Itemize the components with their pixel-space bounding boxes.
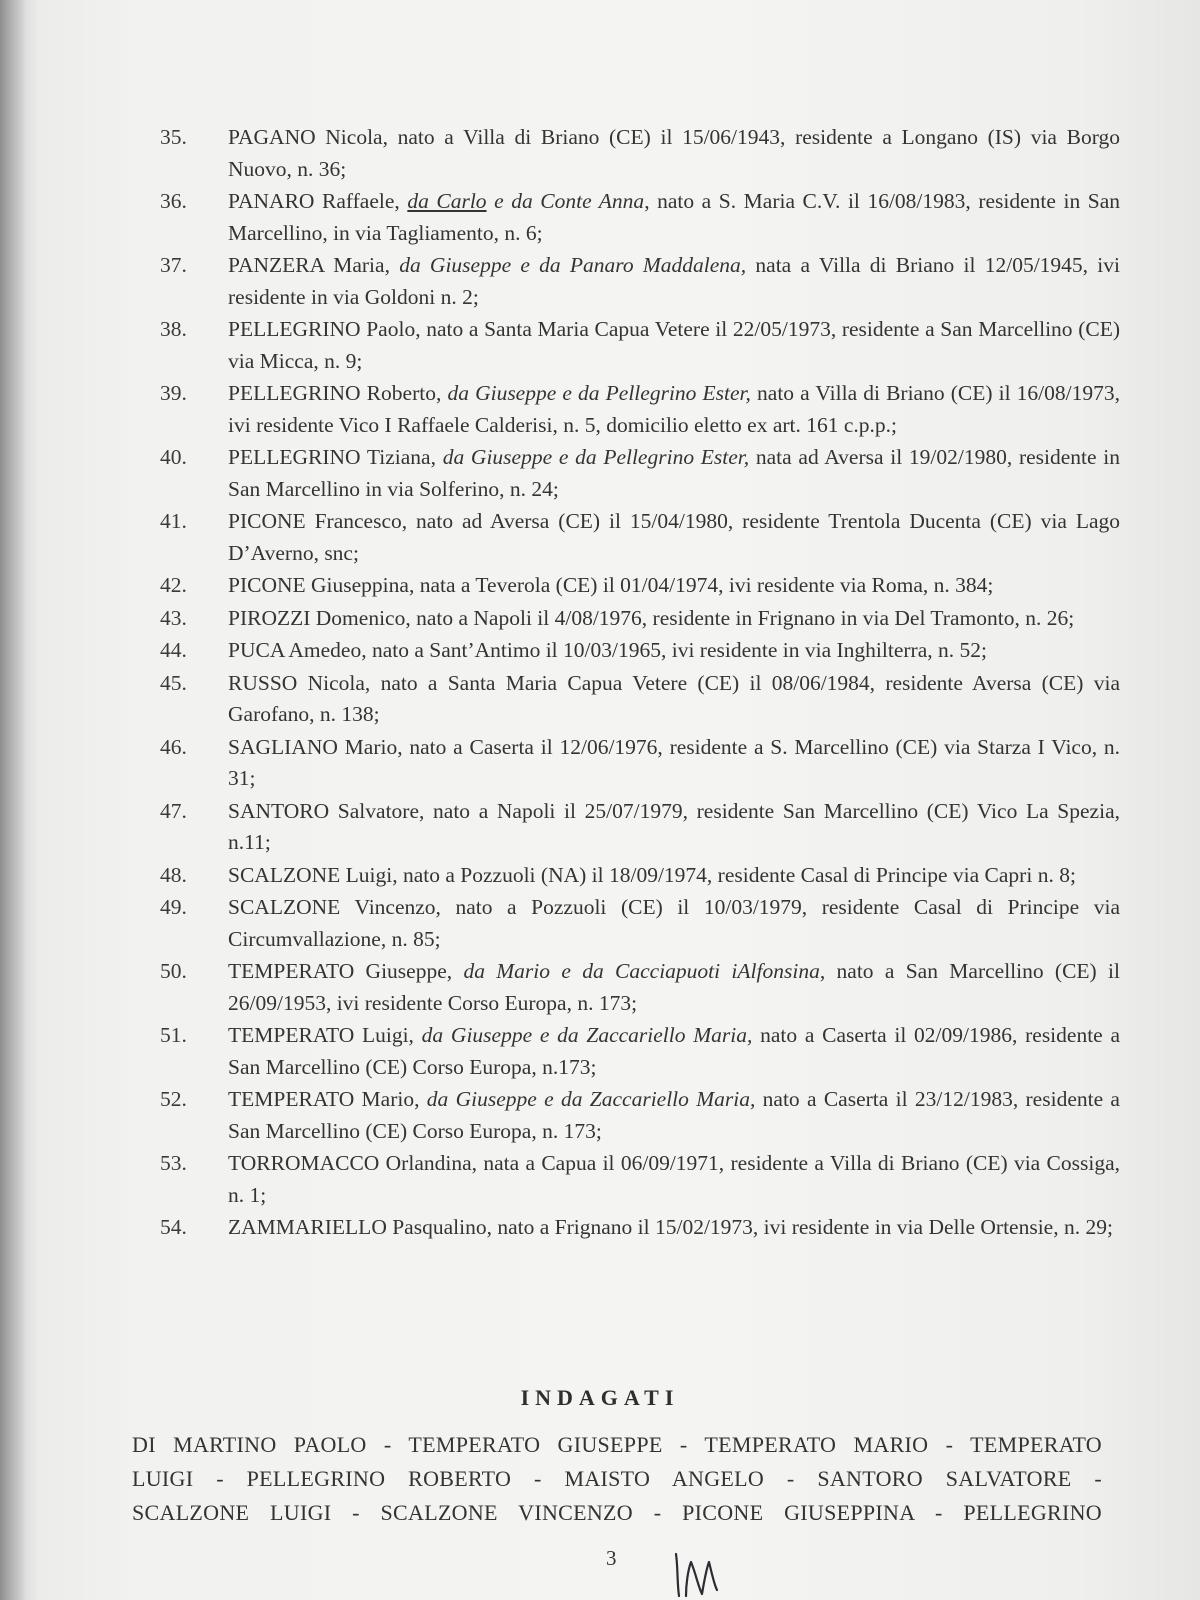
list-item xyxy=(160,506,1120,569)
list-item-text xyxy=(228,892,1120,955)
entry-text: nato a Caserta il 23/12/1983, residente a San Marcellino (CE) Corso Europa, n. 173; xyxy=(228,1087,1120,1143)
list-item-text xyxy=(228,1020,1120,1083)
list-item-text xyxy=(228,250,1120,313)
parents-names: e da Conte Anna xyxy=(494,189,645,213)
entry-text: SANTORO Salvatore, nato a Napoli il 25/07/1979, residente San Marcellino (CE) Vico La Spezia, n.11; xyxy=(228,798,1120,854)
suspects-line: DI MARTINO PAOLO - TEMPERATO GIUSEPPE - TEMPERATO MARIO - TEMPERATO xyxy=(132,1432,1102,1457)
entry-text: ZAMMARIELLO Pasqualino, nato a Frignano il 15/02/1973, ivi residente in via Delle Ortensie, n. 29; xyxy=(228,1215,1113,1239)
parents-names: da Giuseppe e da Pellegrino Ester, xyxy=(442,445,750,469)
list-item-number: 45. xyxy=(160,670,187,695)
list-item-number: 50. xyxy=(160,959,187,983)
list-item-number: 42. xyxy=(160,573,187,597)
entry-text: PICONE Giuseppina, nata a Teverola (CE) il 01/04/1974, ivi residente via Roma, n. 384; xyxy=(228,573,994,597)
list-item-text xyxy=(228,635,1120,667)
entry-text: RUSSO Nicola, nato a Santa Maria Capua Vetere (CE) il 08/06/1984, residente Aversa (CE) via Garofano, n. 138; xyxy=(228,670,1120,726)
list-item xyxy=(160,314,1120,377)
entry-text: PAGANO Nicola, nato a Villa di Briano (CE) il 15/06/1943, residente a Longano (IS) via Borgo Nuovo, n. 36; xyxy=(228,125,1120,181)
entry-text: PIROZZI Domenico, nato a Napoli il 4/08/1976, residente in Frignano in via Del Tramonto, n. 26; xyxy=(228,605,1075,630)
entry-text: SCALZONE Vincenzo, nato a Pozzuoli (CE) il 10/03/1979, residente Casal di Principe via Circumvallazione, n. 85; xyxy=(228,895,1120,951)
list-item-number: 49. xyxy=(160,895,187,919)
entry-text: PANZERA Maria, xyxy=(228,253,400,277)
entry-text: PELLEGRINO Paolo, nato a Santa Maria Capua Vetere il 22/05/1973, residente a San Marcellino (CE) via Micca, n. 9; xyxy=(228,317,1120,373)
suspects-line: LUIGI - PELLEGRINO ROBERTO - MAISTO ANGELO - SANTORO SALVATORE - xyxy=(132,1466,1102,1491)
list-item-text xyxy=(228,378,1120,441)
list-item-number: 44. xyxy=(160,638,187,662)
parents-names: da Giuseppe e da Panaro Maddalena, xyxy=(399,253,747,277)
entry-text: PELLEGRINO Tiziana, xyxy=(228,445,443,469)
entry-text xyxy=(487,189,495,213)
list-item xyxy=(160,442,1120,505)
list-item-number: 41. xyxy=(160,509,187,533)
parents-names: da Giuseppe e da Zaccariello Maria, xyxy=(426,1087,756,1111)
entry-text: , nato a San Marcellino (CE) il 26/09/1953, ivi residente Corso Europa, n. 173; xyxy=(228,959,1120,1015)
suspects-line: SCALZONE LUIGI - SCALZONE VINCENZO - PICONE GIUSEPPINA - PELLEGRINO xyxy=(132,1500,1102,1525)
entry-text: PICONE Francesco, nato ad Aversa (CE) il 15/04/1980, residente Trentola Ducenta (CE) via Lago D’Averno, snc; xyxy=(228,509,1120,565)
entry-text: nato a Villa di Briano (CE) il 16/08/1973, ivi residente Vico I Raffaele Calderisi, n. 5, domicilio eletto ex art. 161 c.p.p.; xyxy=(228,381,1120,437)
list-item xyxy=(160,122,1120,185)
list-item xyxy=(160,668,1120,731)
list-item-number: 38. xyxy=(160,317,187,341)
list-item-text xyxy=(228,1148,1120,1211)
list-item xyxy=(160,570,1120,602)
list-item xyxy=(160,635,1120,667)
entry-text: PELLEGRINO Roberto, xyxy=(228,381,448,405)
list-item xyxy=(160,186,1120,249)
entry-text: nato a Caserta il 02/09/1986, residente a San Marcellino (CE) Corso Europa, n.173; xyxy=(228,1023,1120,1079)
list-item-number: 47. xyxy=(160,798,187,823)
list-item-number: 54. xyxy=(160,1215,187,1239)
entry-text: PUCA Amedeo, nato a Sant’Antimo il 10/03/1965, ivi residente in via Inghilterra, n. 52; xyxy=(228,638,987,662)
list-item xyxy=(160,1020,1120,1083)
entry-text: TEMPERATO Mario, xyxy=(228,1087,427,1111)
person-list xyxy=(160,122,1120,1245)
list-item-number: 53. xyxy=(160,1151,187,1175)
entry-text: TORROMACCO Orlandina, nata a Capua il 06/09/1971, residente a Villa di Briano (CE) via Cossiga, n. 1; xyxy=(228,1151,1120,1207)
list-item-number: 46. xyxy=(160,734,187,759)
list-item xyxy=(160,250,1120,313)
list-item xyxy=(160,956,1120,1019)
list-item-text xyxy=(228,668,1120,731)
list-item xyxy=(160,603,1120,635)
entry-text: SCALZONE Luigi, nato a Pozzuoli (NA) il 18/09/1974, residente Casal di Principe via Capri n. 8; xyxy=(228,862,1076,887)
list-item-number: 36. xyxy=(160,189,187,213)
list-item xyxy=(160,860,1120,892)
entry-text: TEMPERATO Giuseppe, xyxy=(228,959,464,983)
list-item xyxy=(160,1148,1120,1211)
list-item-text xyxy=(228,314,1120,377)
list-item xyxy=(160,892,1120,955)
list-item-number: 37. xyxy=(160,253,187,277)
list-item-number: 52. xyxy=(160,1087,187,1111)
list-item-text xyxy=(228,506,1120,569)
list-item-text xyxy=(228,1084,1120,1147)
list-item-text xyxy=(228,442,1120,505)
entry-text: nata ad Aversa il 19/02/1980, residente in San Marcellino in via Solferino, n. 24; xyxy=(228,445,1120,501)
list-item-text xyxy=(228,860,1120,892)
entry-text: nata a Villa di Briano il 12/05/1945, ivi residente in via Goldoni n. 2; xyxy=(228,253,1120,309)
page-fold-shadow xyxy=(0,0,26,1600)
suspects-list xyxy=(132,1428,1102,1530)
list-item-number: 35. xyxy=(160,125,187,149)
list-item xyxy=(160,796,1120,859)
handwritten-signature xyxy=(672,1540,742,1600)
parents-names: da Giuseppe e da Pellegrino Ester, xyxy=(447,381,751,405)
entry-text: , nato a S. Maria C.V. il 16/08/1983, residente in San Marcellino, in via Tagliamento, n. 6; xyxy=(228,189,1120,245)
list-item-number: 43. xyxy=(160,605,187,630)
list-item-text xyxy=(228,122,1120,185)
list-item-number: 48. xyxy=(160,862,187,887)
list-item xyxy=(160,1084,1120,1147)
list-item xyxy=(160,378,1120,441)
list-item-text xyxy=(228,1212,1120,1244)
entry-text: TEMPERATO Luigi, xyxy=(228,1023,422,1047)
list-item-number: 39. xyxy=(160,381,187,405)
list-item-text xyxy=(228,732,1120,795)
list-item xyxy=(160,1212,1120,1244)
list-item-text xyxy=(228,603,1120,635)
entry-text: SAGLIANO Mario, nato a Caserta il 12/06/1976, residente a S. Marcellino (CE) via Starza I Vico, n. 31; xyxy=(228,734,1120,790)
parents-names: da Carlo xyxy=(407,189,487,213)
parents-names: da Giuseppe e da Zaccariello Maria, xyxy=(421,1023,753,1047)
list-item-number: 40. xyxy=(160,445,187,469)
list-item-text xyxy=(228,796,1120,859)
parents-names: da Mario e da Cacciapuoti iAlfonsina xyxy=(463,959,820,983)
page-number: 3 xyxy=(606,1546,617,1570)
entry-text: PANARO Raffaele, xyxy=(228,189,408,213)
list-item xyxy=(160,732,1120,795)
list-item-text xyxy=(228,186,1120,249)
list-item-text xyxy=(228,570,1120,602)
suspects-heading: INDAGATI xyxy=(520,1385,680,1410)
list-item-number: 51. xyxy=(160,1023,187,1047)
list-item-text xyxy=(228,956,1120,1019)
